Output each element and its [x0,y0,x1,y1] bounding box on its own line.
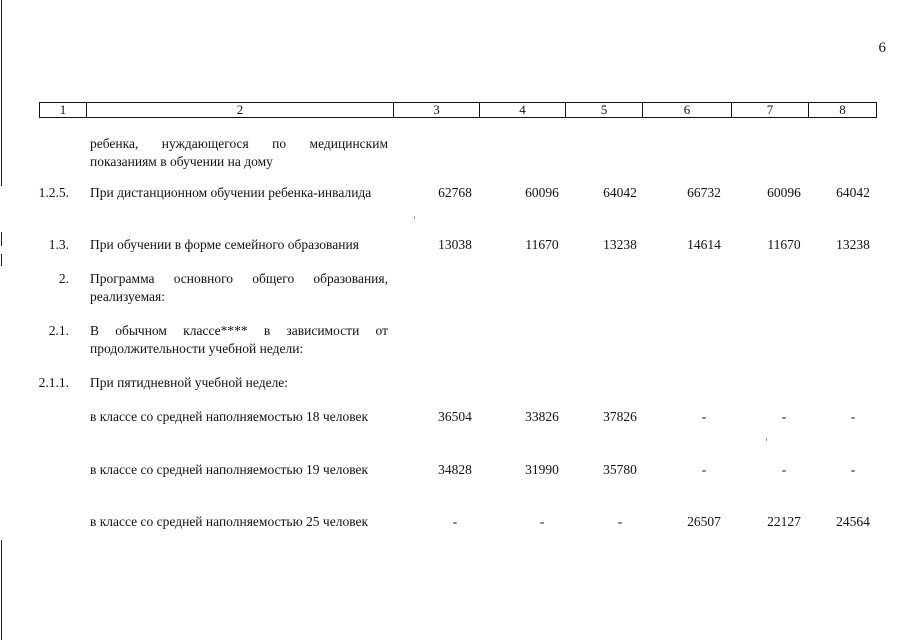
row-number: 2. [58,271,69,286]
value-col-6: - [701,409,707,424]
value-col-4: - [539,514,545,529]
value-col-3: 36504 [438,409,472,424]
header-cell-3: 3 [393,102,480,118]
value-col-8: 24564 [836,514,870,529]
value-col-6: 66732 [687,185,721,200]
left-margin-line [1,540,2,640]
row-number: 2.1.1. [38,375,69,390]
row-description: При дистанционном обучении ребенка-инвалида [90,185,372,200]
value-col-3: - [452,514,458,529]
value-col-4: 33826 [525,409,559,424]
value-col-7: - [781,462,787,477]
value-col-4: 60096 [525,185,559,200]
value-col-5: - [617,514,623,529]
value-col-7: - [781,409,787,424]
value-col-7: 11670 [767,237,801,252]
left-margin-mark [1,232,2,246]
row-description: При обучении в форме семейного образования [90,237,359,252]
header-cell-4: 4 [479,102,566,118]
value-col-7: 22127 [767,514,801,529]
value-col-3: 13038 [438,237,472,252]
value-col-7: 60096 [767,185,801,200]
row-description: ребенка, нуждающегося по медицинским показаниям в обучении на дому [90,136,388,169]
value-col-8: - [850,462,856,477]
value-col-5: 35780 [603,462,637,477]
header-cell-8: 8 [808,102,877,118]
value-col-4: 31990 [525,462,559,477]
value-col-6: 26507 [687,514,721,529]
value-col-6: - [701,462,707,477]
header-cell-2: 2 [86,102,394,118]
table-header-row [39,102,877,118]
page-number: 6 [878,40,886,56]
header-cell-5: 5 [565,102,643,118]
scan-speck [766,438,767,441]
value-col-8: 13238 [836,237,870,252]
left-margin-mark [1,254,2,266]
value-col-5: 37826 [603,409,637,424]
value-col-3: 34828 [438,462,472,477]
header-cell-7: 7 [731,102,809,118]
header-cell-6: 6 [642,102,732,118]
row-description: в классе со средней наполняемостью 18 человек [90,409,369,424]
value-col-5: 64042 [603,185,637,200]
row-number: 2.1. [48,323,69,338]
value-col-8: 64042 [836,185,870,200]
value-col-4: 11670 [525,237,559,252]
row-description: в классе со средней наполняемостью 19 человек [90,462,369,477]
value-col-5: 13238 [603,237,637,252]
left-margin-line [1,0,2,186]
value-col-6: 14614 [687,237,721,252]
row-description: При пятидневной учебной неделе: [90,375,289,390]
row-description: В обычном классе**** в зависимости от продолжительности учебной недели: [90,323,388,356]
value-col-3: 62768 [438,185,472,200]
row-description: в классе со средней наполняемостью 25 человек [90,514,369,529]
row-number: 1.2.5. [38,185,69,200]
row-description: Программа основного общего образования, реализуемая: [90,271,388,304]
row-number: 1.3. [48,237,69,252]
header-cell-1: 1 [39,102,87,118]
value-col-8: - [850,409,856,424]
scan-speck [414,216,415,219]
